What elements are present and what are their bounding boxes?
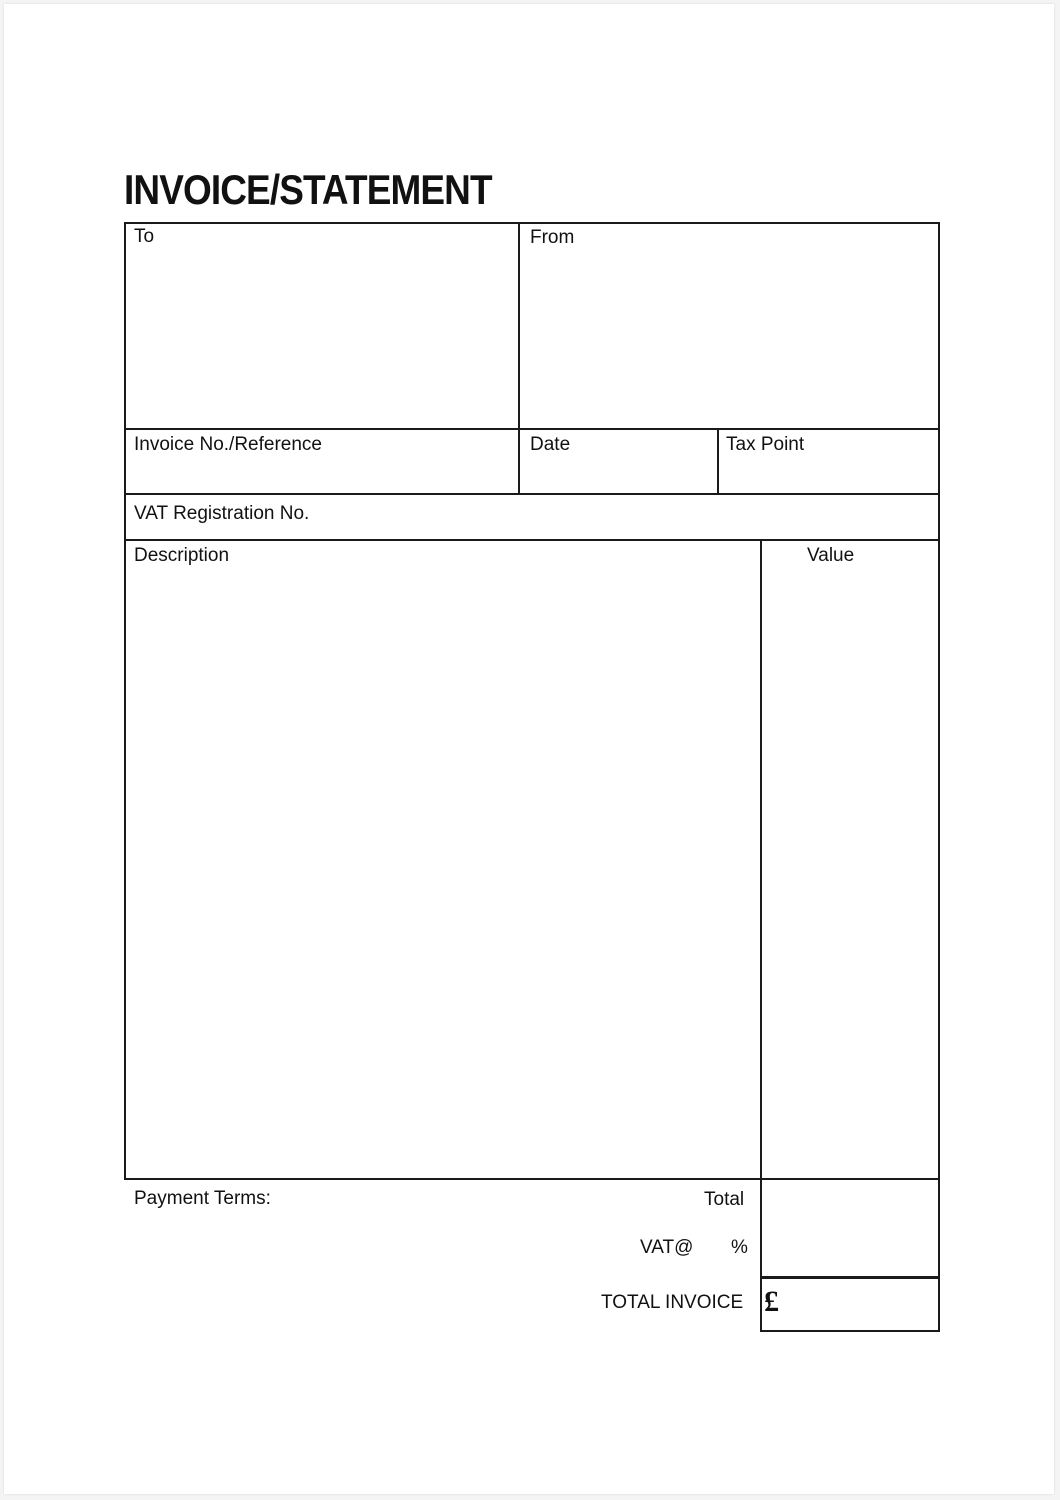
tax-point-label: Tax Point — [726, 434, 805, 455]
total-invoice-label: TOTAL INVOICE — [601, 1292, 744, 1313]
to-field-label: To — [134, 226, 155, 247]
date-label: Date — [530, 434, 571, 455]
vat-registration-label: VAT Registration No. — [134, 503, 310, 524]
totals-column-frame — [760, 1178, 940, 1279]
from-field-label: From — [530, 227, 575, 248]
value-column-header: Value — [807, 545, 855, 566]
payment-terms-label: Payment Terms: — [134, 1188, 271, 1209]
date-taxpoint-divider — [717, 428, 719, 495]
total-label: Total — [704, 1189, 745, 1210]
total-invoice-field[interactable] — [760, 1276, 940, 1332]
vat-bottom-rule — [124, 539, 940, 541]
pound-currency-icon: £ — [764, 1285, 779, 1318]
to-from-divider — [518, 222, 520, 495]
invoice-reference-label: Invoice No./Reference — [134, 434, 322, 455]
description-column-header: Description — [134, 545, 230, 566]
header-bottom-rule — [124, 428, 940, 430]
page-title: INVOICE/STATEMENT — [124, 166, 492, 213]
vat-percent-symbol: % — [731, 1237, 748, 1258]
vat-rate-label: VAT@ — [640, 1237, 694, 1258]
invoice-form-frame — [124, 222, 940, 1180]
reference-bottom-rule — [124, 493, 940, 495]
description-value-divider — [760, 539, 762, 1180]
